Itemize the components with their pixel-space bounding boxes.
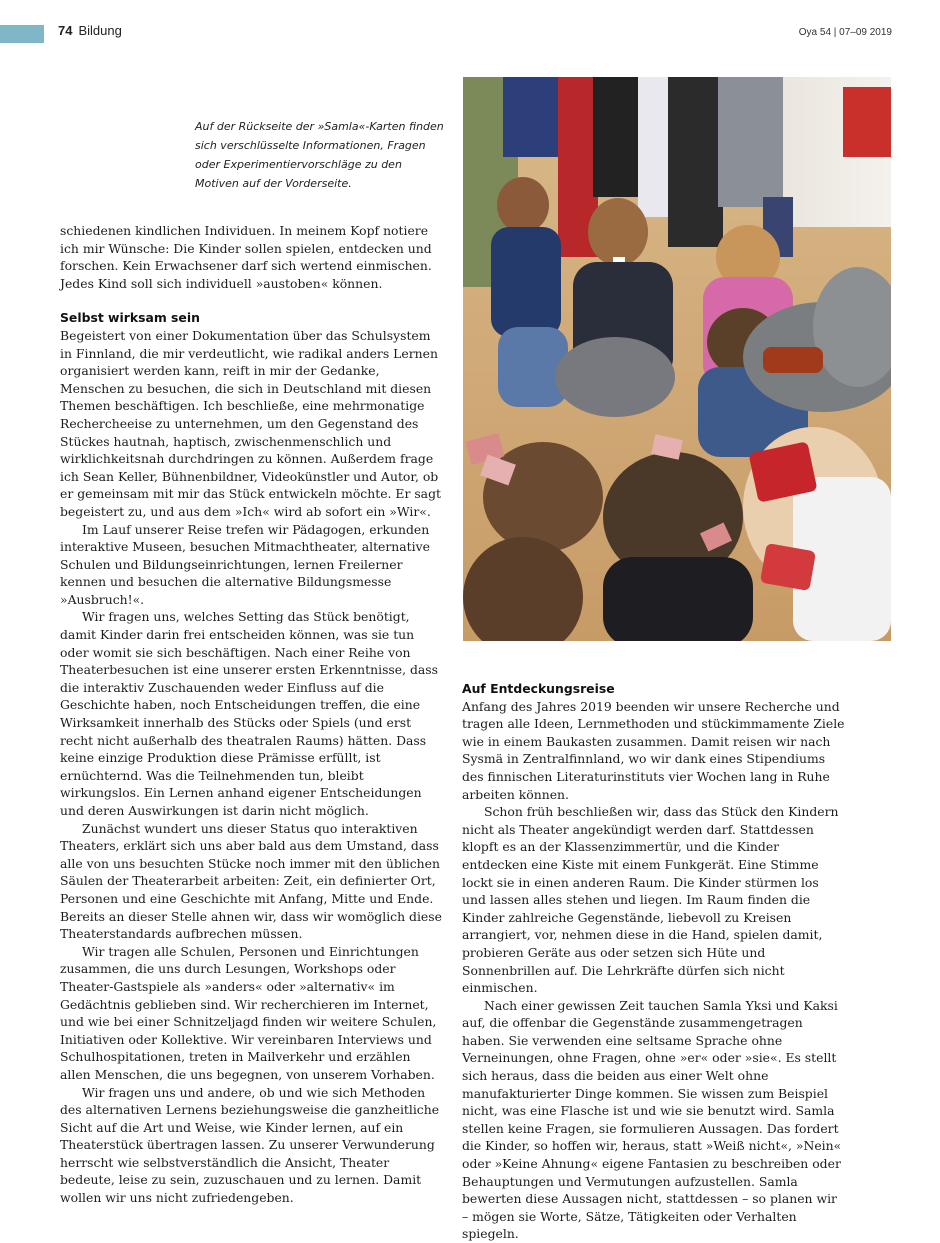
body-paragraph: Nach einer gewissen Zeit tauchen Samla Yksi und Kaksi auf, die offenbar die Gegenstände zusammengetragen haben. Sie verwenden eine seltsame Sprache ohne Verneinungen, ohne Fragen, ohne »er« oder »sie«. Es stellt sich heraus, dass die beiden aus einer Welt ohne manufakturierter Dinge kommen. Sie wissen zum Beispiel nicht, was eine Flasche ist und wie sie benutzt wird. Samla stellen keine Fragen, sie formulieren Aussagen. Das fordert die Kinder, so hoffen wir, heraus, statt »Weiß nicht«, »Nein« oder »Keine Ahnung« eigene Fantasien zu beschreiben oder Behauptungen und Vermutungen aufzustellen. Samla bewerten diese Aussagen nicht, stattdessen – so planen wir – mögen sie Worte, Sätze, Tätigkeiten oder Verhalten spiegeln.	[462, 997, 842, 1242]
body-paragraph: Wir tragen alle Schulen, Personen und Einrichtungen zusammen, die uns durch Lesungen, Workshops oder Theater-Gastspiele als »anders« oder »alternativ« im Gedächtnis geblieben sind. Wir recherchieren im Internet, und wie bei einer Schnitzeljagd finden wir weitere Schulen, Initiativen oder Kollektive. Wir vereinbaren Interviews und Schulhospitationen, treten in Mailverkehr und erzählen allen Menschen, die uns begegnen, von unserem Vorhaben.	[60, 943, 437, 1082]
page-number: 74	[58, 23, 73, 38]
right-column	[462, 680, 846, 1243]
page-header	[58, 23, 122, 38]
section-name: Bildung	[78, 23, 122, 38]
left-column	[60, 222, 444, 1207]
section-heading: Selbst wirksam sein	[60, 310, 200, 326]
body-paragraph: Wir fragen uns, welches Setting das Stück benötigt, damit Kinder darin frei entscheiden können, was sie tun oder womit sie sich beschäftigen. Nach einer Reihe von Theaterbesuchen ist eine unserer ersten Erkenntnisse, dass die interaktiv Zuschauenden weder Einfluss auf die Geschichte haben, noch Entscheidungen treffen, die eine Wirksamkeit innerhalb des Stücks oder Spiels (und erst recht nicht außerhalb des theatralen Raums) hätten. Dass keine einzige Produktion diese Prämisse erfüllt, ist ernüchternd. Was die Teilnehmenden tun, bleibt wirkungslos. Ein Lernen anhand eigener Entscheidungen und deren Auswirkungen ist darin nicht möglich.	[60, 609, 439, 818]
body-paragraph: Zunächst wundert uns dieser Status quo interaktiven Theaters, erklärt sich uns aber bald aus dem Umstand, dass alle von uns besuchten Stücke noch immer mit den üblichen Säulen der Theaterarbeit arbeiten: Zeit, ein definierter Ort, Personen und eine Geschichte mit Anfang, Mitte und Ende. Bereits an dieser Stelle ahnen wir, dass wir womöglich diese Theaterstandards aufbrechen müssen.	[60, 820, 442, 942]
body-paragraph: Im Lauf unserer Reise trefen wir Pädagogen, erkunden interaktive Museen, besuchen Mitmachtheater, alternative Schulen und Bildungseinrichtungen, lernen Freilerner kennen und besuchen die alternative Bildungsmesse »Ausbruch!«.	[60, 521, 430, 607]
intro-paragraph: schiedenen kindlichen Individuen. In meinem Kopf notiere ich mir Wünsche: Die Kinder sollen spielen, entdecken und forschen. Kein Erwachsener darf sich wertend einmischen. Jedes Kind soll sich individuell »austoben« können.	[60, 223, 432, 291]
children-photo	[463, 77, 891, 641]
body-paragraph: Schon früh beschließen wir, dass das Stück den Kindern nicht als Theater angekündigt werden darf. Stattdessen klopft es an der Klassenzimmertür, und die Kinder entdecken eine Kiste mit einem Funkgerät. Eine Stimme lockt sie in einen anderen Raum. Die Kinder stürmen los und lassen alles stehen und liegen. Im Raum finden die Kinder zahlreiche Gegenstände, liebevoll zu Kreisen arrangiert, vor, nehmen diese in die Hand, spielen damit, probieren Geräte aus oder setzen sich Hüte und Sonnenbrillen auf. Die Lehrkräfte dürfen sich nicht einmischen.	[462, 804, 839, 996]
issue-info: Oya 54 | 07–09 2019	[798, 27, 892, 38]
section-color-tab	[0, 25, 44, 43]
body-paragraph: Begeistert von einer Dokumentation über das Schulsystem in Finnland, die mir verdeutlicht, wie radikal anders Lernen organisiert werden kann, reift in mir der Gedanke, Menschen zu besuchen, die sich in Deutschland mit diesen Themen beschäftigen. Ich beschließe, eine mehrmonatige Rechercheeise zu unternehmen, um den Gegenstand des Stückes hautnah, haptisch, zwischenmenschlich und wirklichkeitsnah durchdringen zu können. Außerdem frage ich Sean Keller, Bühnenbildner, Videokünstler und Autor, ob er gemeinsam mit mir das Stück entwickeln möchte. Er sagt begeistert zu, und aus dem »Ich« wird ab sofort ein »Wir«.	[60, 327, 441, 519]
section-heading: Auf Entdeckungsreise	[462, 681, 615, 696]
body-paragraph: Wir fragen uns und andere, ob und wie sich Methoden des alternativen Lernens beziehungsweise die ganzheitliche Sicht auf die Art und Weise, wie Kinder lernen, auf ein Theaterstück übertragen lassen. Zu unserer Verwunderung herrscht wie selbstverständlich die Ansicht, Theater bedeute, leise zu sein, zuzuschauen und zu lernen. Damit wollen wir uns nicht zufriedengeben.	[60, 1084, 440, 1206]
body-paragraph: Anfang des Jahres 2019 beenden wir unsere Recherche und tragen alle Ideen, Lernmethoden und stückimmamente Ziele wie in einem Baukasten zusammen. Damit reisen wir nach Sysmä in Zentralfinnland, wo wir dank eines Stipendiums des finnischen Literaturinstituts vier Wochen lang in Ruhe arbeiten können.	[462, 698, 845, 802]
photo-caption: Auf der Rückseite der »Samla«-Karten finden sich verschlüsselte Informationen, Fragen oder Experimentiervorschläge zu den Motiven auf der Vorderseite.	[195, 120, 444, 190]
